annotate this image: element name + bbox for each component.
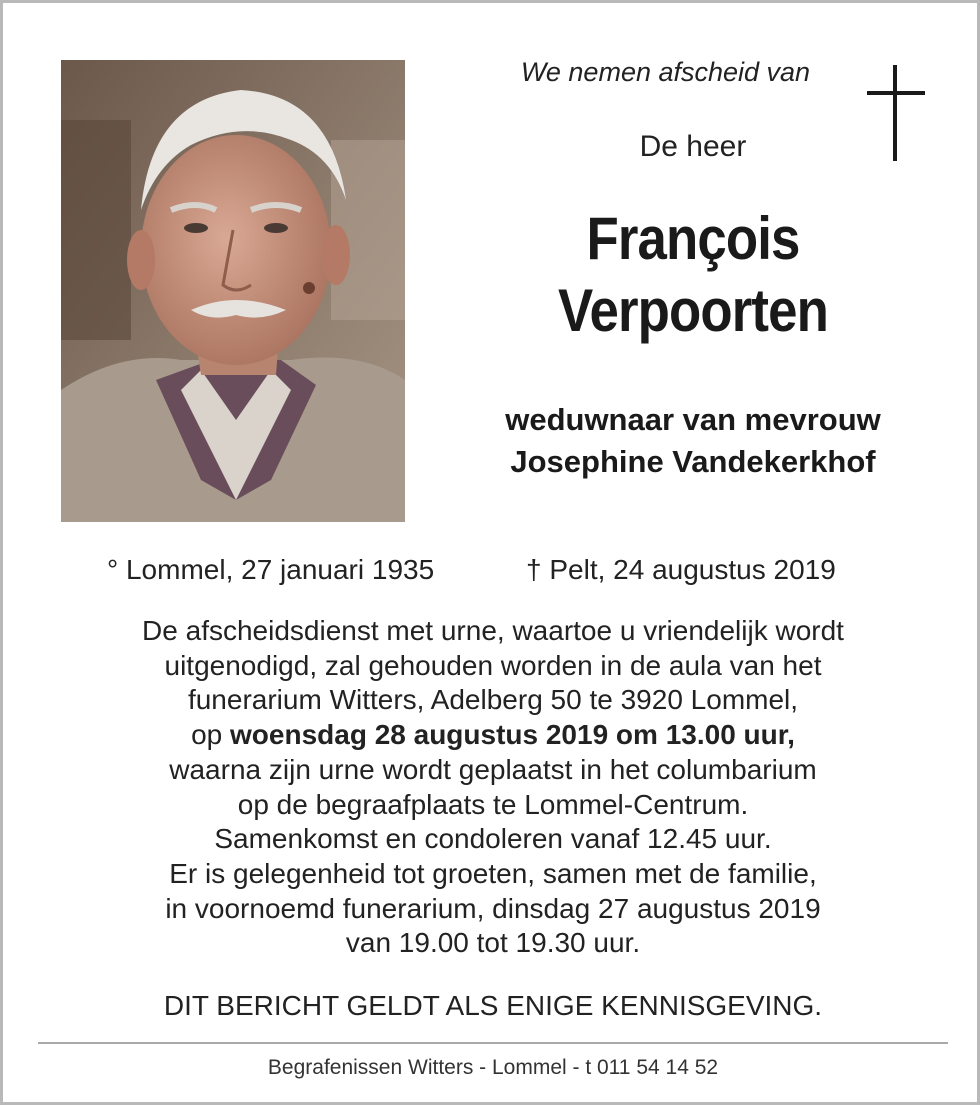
announcement-line: funerarium Witters, Adelberg 50 te 3920 Lommel, (187, 684, 799, 716)
service-date: woensdag 28 augustus 2019 om 13.00 uur, (230, 719, 795, 751)
spouse-info (423, 399, 963, 483)
divider (38, 1042, 948, 1044)
portrait-photo (61, 60, 405, 522)
announcement-line: op de begraafplaats te Lommel-Centrum. (237, 788, 749, 820)
announcement-line: in voornoemd funerarium, dinsdag 27 augustus 2019 (165, 892, 821, 924)
life-dates (3, 554, 980, 590)
birth-date: ° Lommel, 27 januari 1935 (107, 554, 435, 585)
spouse-line-2: Josephine Vandekerkhof (510, 444, 876, 479)
funeral-home-footer: Begrafenissen Witters - Lommel - t 011 54 14 52 (267, 1056, 719, 1079)
announcement-line: Samenkomst en condoleren vanaf 12.45 uur. (214, 823, 772, 855)
intro-text: We nemen afscheid van (520, 57, 811, 87)
death-date: † Pelt, 24 augustus 2019 (526, 554, 836, 585)
announcement-text (3, 614, 980, 961)
first-name: François (586, 205, 800, 272)
notice-text: DIT BERICHT GELDT ALS ENIGE KENNISGEVING. (163, 990, 823, 1021)
announcement-line: uitgenodigd, zal gehouden worden in de aula van het (164, 649, 822, 681)
announcement-line: van 19.00 tot 19.30 uur. (345, 927, 641, 959)
deceased-name (443, 203, 943, 347)
service-date-prefix: op (191, 719, 231, 751)
honorific: De heer (639, 130, 747, 163)
announcement-line: De afscheidsdienst met urne, waartoe u vriendelijk wordt (142, 615, 844, 646)
last-name: Verpoorten (558, 277, 828, 344)
announcement-line (3, 718, 980, 753)
announcement-line: Er is gelegenheid tot groeten, samen met de familie, (169, 857, 817, 889)
spouse-line-1: weduwnaar van mevrouw (505, 402, 881, 437)
announcement-line: waarna zijn urne wordt geplaatst in het columbarium (169, 753, 817, 785)
